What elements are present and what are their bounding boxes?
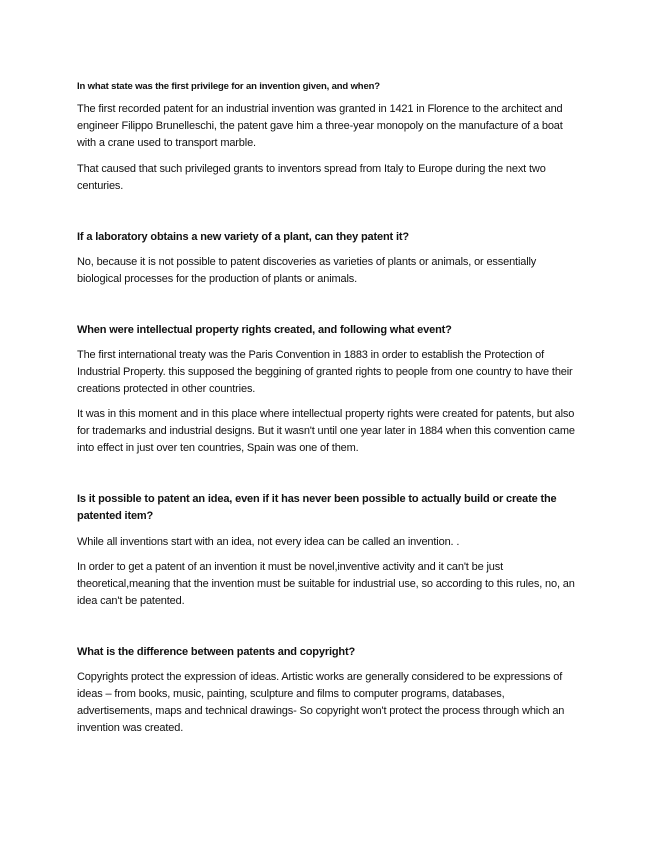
question-heading: If a laboratory obtains a new variety of a plant, can they patent it? [77,231,409,243]
answer-paragraph: The first international treaty was the Paris Convention in 1883 in order to establish the Protection of Industrial Property. this supposed the beggining of granted rights to people from one country to have their creations protected in other countries. [77,349,573,395]
answer-paragraph: The first recorded patent for an industrial invention was granted in 1421 in Florence to the architect and engineer Filippo Brunelleschi, the patent gave him a three-year monopoly on the manufacture of a boat with a crane used to transport marble. [77,103,563,149]
question-heading: When were intellectual property rights created, and following what event? [77,324,452,336]
question-heading: Is it possible to patent an idea, even if it has never been possible to actually build or create the patented item? [77,493,557,522]
answer-paragraph: In order to get a patent of an invention it must be novel,inventive activity and it can't be just theoretical,meaning that the invention must be suitable for industrial use, so according to this rules, no, an idea can't be patented. [77,561,575,607]
answer-paragraph: It was in this moment and in this place where intellectual property rights were created for patents, but also for trademarks and industrial designs. But it wasn't until one year later in 1884 when this convention came into effect in just over ten countries, Spain was one of them. [77,408,575,454]
answer-paragraph: While all inventions start with an idea, not every idea can be called an invention. . [77,536,460,548]
question-heading: In what state was the first privilege for an invention given, and when? [77,81,380,92]
question-heading: What is the difference between patents and copyright? [77,646,356,658]
answer-paragraph: No, because it is not possible to patent discoveries as varieties of plants or animals, or essentially biological processes for the production of plants or animals. [77,256,537,285]
answer-paragraph: Copyrights protect the expression of ideas. Artistic works are generally considered to be expressions of ideas – from books, music, painting, sculpture and films to computer programs, databases, advertisements, maps and technical drawings- So copyright won't protect the process through which an invention was created. [77,671,565,734]
answer-paragraph: That caused that such privileged grants to inventors spread from Italy to Europe during the next two centuries. [77,163,546,192]
